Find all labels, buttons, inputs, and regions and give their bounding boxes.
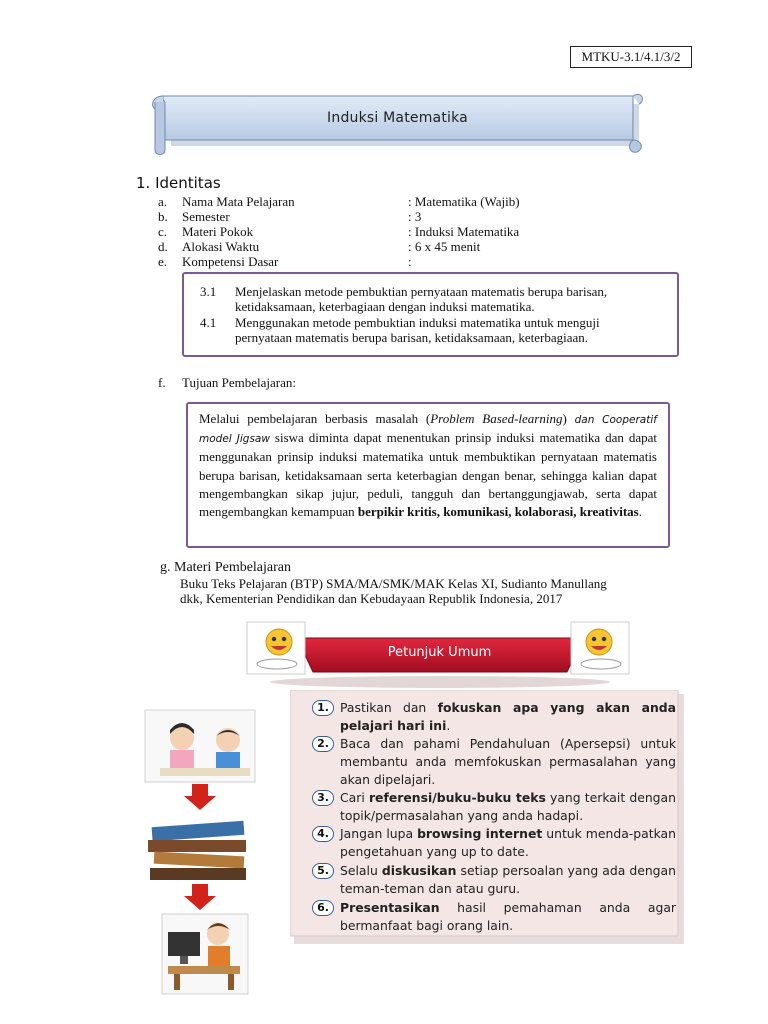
- kd-line: Menggunakan metode pembuktian induksi matematika untuk menguji: [235, 315, 600, 330]
- row-value: : Induksi Matematika: [408, 224, 520, 239]
- step-text: [340, 699, 676, 735]
- row-label: Kompetensi Dasar: [182, 254, 279, 269]
- tujuan-text: ): [562, 411, 575, 426]
- kd-num: 4.1: [200, 315, 217, 330]
- step-text-part: Pastikan dan: [340, 700, 438, 715]
- kd-line: ketidaksamaan, keterbagiaan dengan induksi matematika.: [235, 299, 535, 314]
- step-text: [340, 735, 676, 790]
- row-letter: a.: [158, 194, 168, 209]
- identitas-heading: 1. Identitas: [136, 174, 221, 192]
- step-text: [340, 862, 676, 898]
- tujuan-italic: dan: [574, 414, 595, 426]
- petunjuk-title: Petunjuk Umum: [387, 645, 492, 660]
- materi-line: Buku Teks Pelajaran (BTP) SMA/MA/SMK/MAK Kelas XI, Sudianto Manullang: [180, 576, 607, 591]
- identitas-row: [158, 194, 558, 209]
- kd-num: 3.1: [200, 284, 217, 299]
- row-label: Nama Mata Pelajaran: [182, 194, 295, 209]
- step-number: 4.: [312, 826, 334, 842]
- step-text-part: Selalu: [340, 863, 382, 878]
- document-code: MTKU-3.1/4.1/3/2: [570, 46, 692, 68]
- step-text-part: Baca dan pahami Pendahuluan (Apersepsi) untuk membantu anda memfokuskan permasalahan yang akan dipelajari.: [340, 736, 676, 788]
- identitas-row: [158, 209, 558, 224]
- step-text-bold: diskusikan: [381, 863, 457, 878]
- tujuan-paragraph: [199, 410, 657, 521]
- row-value: : 6 x 45 menit: [408, 239, 481, 254]
- materi-heading: g. Materi Pembelajaran: [160, 560, 292, 575]
- step-text-part: hasil pemahaman anda agar bermanfaat bagi orang lain.: [340, 900, 676, 934]
- step-text-part: setiap persoalan yang ada dengan teman-teman dan atau guru.: [340, 863, 676, 897]
- page-title: Induksi Matematika: [327, 110, 468, 126]
- students-books-computer-illustration: [140, 700, 270, 1000]
- tujuan-text: Melalui pembelajaran berbasis masalah (: [199, 411, 431, 426]
- step-text-part: yang terkait dengan topik/permasalahan yang anda hadapi.: [340, 790, 676, 824]
- row-letter: d.: [158, 239, 168, 254]
- kd-line: Menjelaskan metode pembuktian pernyataan matematis berupa barisan,: [235, 284, 608, 299]
- identitas-row: [158, 254, 558, 269]
- step-text-part: Cari: [340, 790, 369, 805]
- step-number: 1.: [312, 700, 334, 716]
- step-number: 3.: [312, 790, 334, 806]
- row-label: Alokasi Waktu: [182, 239, 260, 254]
- row-value: :: [408, 254, 412, 269]
- step-text: [340, 899, 676, 935]
- step-text-bold: fokuskan apa yang akan anda pelajari hari ini: [340, 700, 676, 734]
- step-number: 2.: [312, 736, 334, 752]
- identitas-row: [158, 239, 558, 254]
- step-text-bold: referensi/buku-buku teks: [368, 790, 546, 805]
- tujuan-italic: Problem Based-learning: [430, 411, 563, 426]
- step-number: 6.: [312, 900, 334, 916]
- row-letter: e.: [158, 254, 168, 269]
- tujuan-italic: Cooperatif model Jigsaw: [199, 414, 657, 446]
- row-letter: c.: [158, 224, 168, 239]
- step-text-part: untuk menda-patkan pengetahuan yang up to date.: [340, 826, 676, 860]
- row-letter: f.: [158, 375, 166, 390]
- row-value: : Matematika (Wajib): [408, 194, 520, 209]
- row-label: Tujuan Pembelajaran:: [182, 375, 296, 390]
- step-text-bold: Presentasikan: [340, 900, 440, 915]
- materi-line: dkk, Kementerian Pendidikan dan Kebudayaan Republik Indonesia, 2017: [180, 591, 563, 606]
- identitas-row: [158, 224, 558, 239]
- step-text: [340, 789, 676, 825]
- step-text: [340, 825, 676, 861]
- tujuan-text: .: [638, 504, 642, 520]
- tujuan-text: siswa diminta dapat menentukan prinsip induksi matematika dan dapat menggunakan prinsip induksi matematika untuk membuktikan pernyataan matematis berupa barisan, ketidaksamaan serta keterbagian dengan benar, sehingga kalian dapat mengembangkan sikap jujur, peduli, tangguh dan bertanggungjawab, serta dapat mengembangkan kemampuan: [199, 430, 657, 520]
- row-value: : 3: [408, 209, 422, 224]
- step-number: 5.: [312, 863, 334, 879]
- materi-text: [180, 576, 680, 606]
- step-text-part: .: [446, 718, 451, 734]
- row-label: Materi Pokok: [182, 224, 254, 239]
- tujuan-row: [158, 375, 458, 390]
- row-label: Semester: [182, 209, 230, 224]
- row-letter: b.: [158, 209, 168, 224]
- kd-line: pernyataan matematis berupa barisan, ketidaksamaan, keterbagiaan.: [235, 330, 589, 345]
- step-text-bold: browsing internet: [417, 826, 543, 841]
- tujuan-bold: berpikir kritis, komunikasi, kolaborasi, kreativitas: [357, 504, 639, 520]
- step-text-part: Jangan lupa: [340, 826, 418, 841]
